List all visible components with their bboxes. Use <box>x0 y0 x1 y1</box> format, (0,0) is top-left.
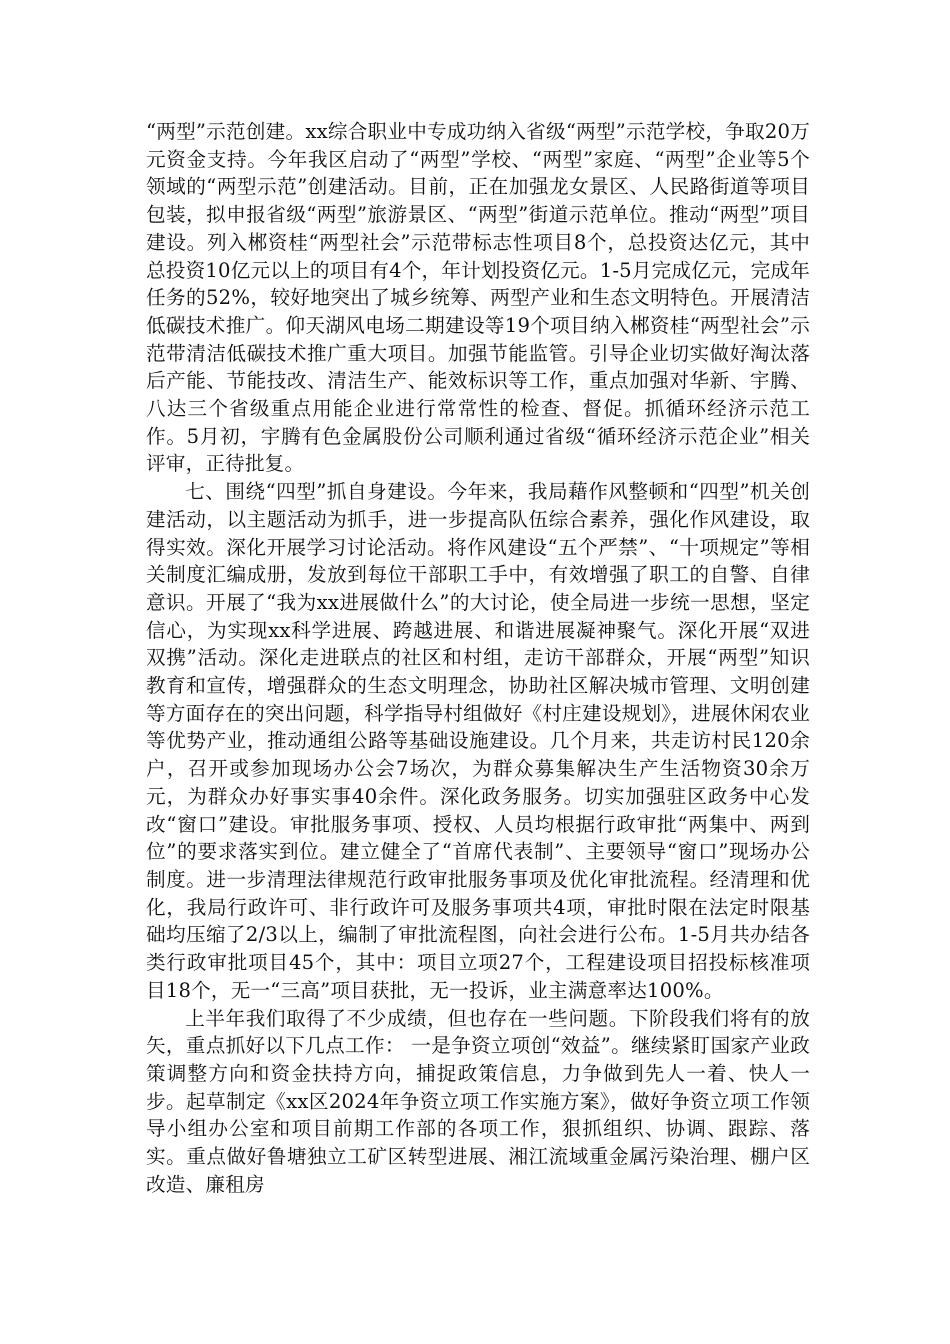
paragraph-two-type-demo: “两型”示范创建。xx综合职业中专成功纳入省级“两型”示范学校，争取20万元资金支持。今年我区启动了“两型”学校、“两型”家庭、“两型”企业等5个领域的“两型示范”创建活动。目前，正在加强龙女景区、人民路街道等项目包装，拟申报省级“两型”旅游景区、“两型”街道示范单位。推动“两型”项目建设。列入郴资桂“两型社会”示范带标志性项目8个，总投资达亿元，其中总投资10亿元以上的项目有4个，年计划投资亿元。1-5月完成亿元，完成年任务的52%，较好地突出了城乡统筹、两型产业和生态文明特色。开展清洁低碳技术推广。仰天湖风电场二期建设等19个项目纳入郴资桂“两型社会”示范带清洁低碳技术推广重大项目。加强节能监管。引导企业切实做好淘汰落后产能、节能技改、清洁生产、能效标识等工作，重点加强对华新、宇腾、八达三个省级重点用能企业进行常常性的检查、督促。抓循环经济示范工作。5月初，宇腾有色金属股份公司顺利通过省级“循环经济示范企业”相关评审，正待批复。 <box>146 120 810 476</box>
paragraph-self-building: 七、围绕“四型”抓自身建设。今年来，我局藉作风整顿和“四型”机关创建活动，以主题活动为抓手，进一步提高队伍综合素养，强化作风建设，取得实效。深化开展学习讨论活动。将作风建设“五个严禁”、“十项规定”等相关制度汇编成册，发放到每位干部职工手中，有效增强了职工的自警、自律意识。开展了“我为xx进展做什么”的大讨论，使全局进一步统一思想，坚定信心，为实现xx科学进展、跨越进展、和谐进展凝神聚气。深化开展“双进双携”活动。深化走进联点的社区和村组，走访干部群众，开展“两型”知识教育和宣传，增强群众的生态文明理念，协助社区解决城市管理、文明创建等方面存在的突出问题，科学指导村组做好《村庄建设规划》，进展休闲农业等优势产业，推动通组公路等基础设施建设。几个月来，共走访村民120余户，召开或参加现场办公会7场次，为群众募集解决生产生活物资30余万元，为群众办好事实事40余件。深化政务服务。切实加强驻区政务中心发改“窗口”建设。审批服务事项、授权、人员均根据行政审批“两集中、两到位”的要求落实到位。建立健全了“首席代表制”、主要领导“窗口”现场办公制度。进一步清理法律规范行政审批服务事项及优化审批流程。经清理和优化，我局行政许可、非行政许可及服务事项共4项，审批时限在法定时限基础均压缩了2/3以上，编制了审批流程图，向社会进行公布。1-5月共办结各类行政审批项目45个，其中：项目立项27个，工程建设项目招投标核准项目18个，无一“三高”项目获批，无一投诉，业主满意率达100%。 <box>146 480 810 1002</box>
paragraph-next-steps: 上半年我们取得了不少成绩，但也存在一些问题。下阶段我们将有的放矢，重点抓好以下几点工作： 一是争资立项创“效益”。继续紧盯国家产业政策调整方向和资金扶持方向，捕捉政策信息，力争做到先人一着、快人一步。起草制定《xx区2024年争资立项工作实施方案》，做好争资立项工作领导小组办公室和项目前期工作部的各项工作，狠抓组织、协调、跟踪、落实。重点做好鲁塘独立工矿区转型进展、湘江流域重金属污染治理、棚户区改造、廉租房 <box>146 1006 810 1196</box>
document-body <box>146 118 810 1198</box>
